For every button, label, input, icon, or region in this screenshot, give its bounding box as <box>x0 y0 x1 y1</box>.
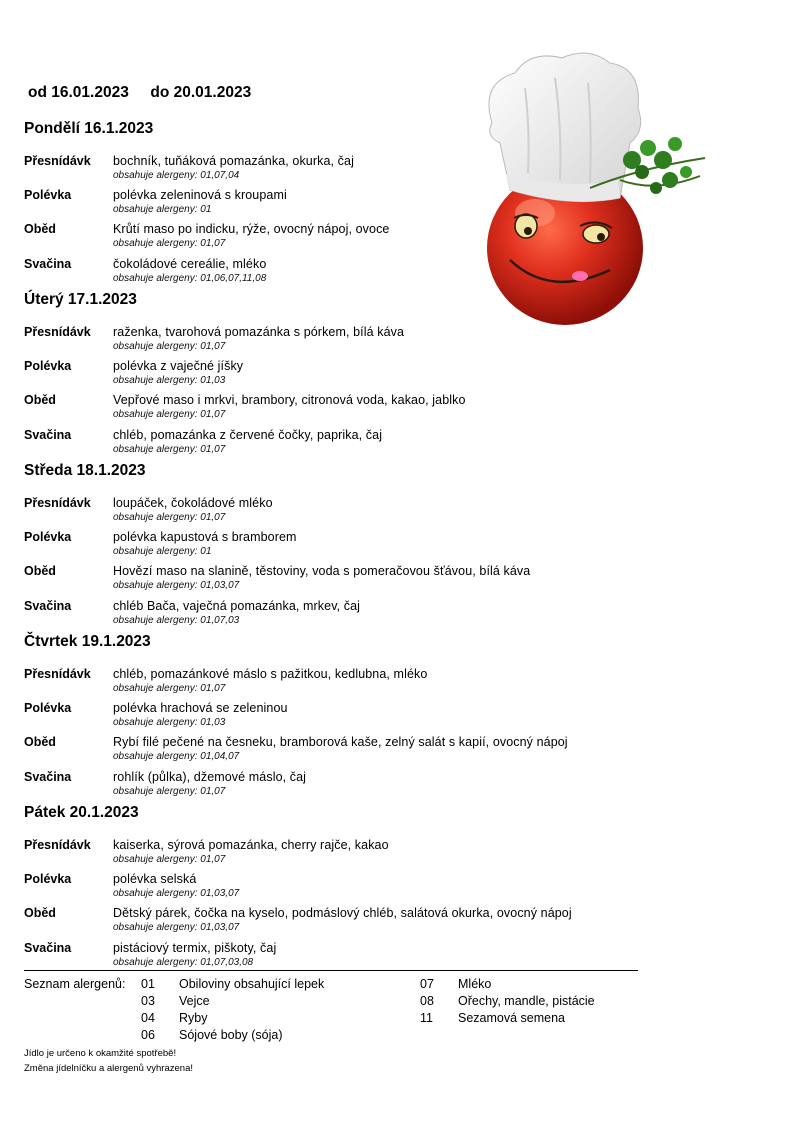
meal-body <box>113 666 644 700</box>
meal-label: Přesnídávk <box>24 667 91 681</box>
meal-label: Oběd <box>24 564 56 579</box>
meal-allergens: obsahuje alergeny: 01,07 <box>113 785 226 797</box>
meal-label: Oběd <box>24 735 56 750</box>
meal-allergens: obsahuje alergeny: 01,07 <box>113 238 226 250</box>
meal-row <box>24 187 644 221</box>
meal-label: Polévka <box>24 872 72 887</box>
meal-row <box>24 769 644 803</box>
meal-description: rohlík (půlka), džemové máslo, čaj <box>113 769 307 784</box>
meal-body <box>113 598 644 632</box>
meal-body <box>113 734 644 768</box>
day-section <box>24 461 644 632</box>
meal-row <box>24 427 644 461</box>
meal-allergens: obsahuje alergeny: 01,04,07 <box>113 751 240 763</box>
meal-row <box>24 905 644 939</box>
day-section <box>24 119 644 290</box>
meal-description: bochník, tuňáková pomazánka, okurka, čaj <box>113 154 354 168</box>
meal-row <box>24 358 644 392</box>
allergen-name: Obiloviny obsahující lepek <box>179 977 325 991</box>
day-title: Středa 18.1.2023 <box>24 462 146 479</box>
meal-row <box>24 871 644 905</box>
meal-allergens: obsahuje alergeny: 01,03 <box>113 717 226 729</box>
allergen-code: 07 <box>420 977 434 991</box>
meal-row <box>24 734 644 768</box>
meal-label: Svačina <box>24 427 72 442</box>
meal-description: raženka, tvarohová pomazánka s pórkem, bílá káva <box>113 325 405 339</box>
day-title: Čtvrtek 19.1.2023 <box>24 633 151 650</box>
allergen-name: Sezamová semena <box>458 1011 566 1025</box>
meal-label: Přesnídávk <box>24 325 91 339</box>
allergen-name: Sójové boby (sója) <box>179 1028 283 1042</box>
meal-description: Hovězí maso na slanině, těstoviny, voda s pomeračovou šťávou, bílá káva <box>113 564 531 579</box>
meal-description: pistáciový termix, piškoty, čaj <box>113 940 277 955</box>
meal-body <box>113 940 644 974</box>
meal-description: čokoládové cereálie, mléko <box>113 256 267 271</box>
meal-description: polévka selská <box>113 872 197 887</box>
meal-description: chléb Bača, vaječná pomazánka, mrkev, čaj <box>113 598 361 613</box>
meal-allergens: obsahuje alergeny: 01,07,03 <box>113 614 240 626</box>
meal-allergens: obsahuje alergeny: 01,03,07 <box>113 888 240 900</box>
meal-row <box>24 324 644 358</box>
meal-allergens: obsahuje alergeny: 01,07 <box>113 683 226 694</box>
meal-allergens: obsahuje alergeny: 01 <box>113 204 212 216</box>
meal-description: Vepřové maso i mrkvi, brambory, citronová voda, kakao, jablko <box>113 393 466 408</box>
meal-row <box>24 495 644 529</box>
allergen-name: Vejce <box>179 994 210 1008</box>
allergen-code: 11 <box>420 1011 433 1025</box>
meal-body <box>113 700 644 734</box>
meal-label: Oběd <box>24 393 56 408</box>
meal-body <box>113 256 644 290</box>
meal-label: Polévka <box>24 530 72 545</box>
meal-allergens: obsahuje alergeny: 01,03,07 <box>113 580 240 592</box>
meal-description: polévka kapustová s bramborem <box>113 530 297 545</box>
day-section <box>24 290 644 461</box>
meal-allergens: obsahuje alergeny: 01,07 <box>113 512 226 523</box>
meal-allergens: obsahuje alergeny: 01 <box>113 546 212 558</box>
meal-label: Přesnídávk <box>24 154 91 168</box>
meal-description: chléb, pomazánka z červené čočky, paprika, čaj <box>113 427 383 442</box>
allergen-legend-label: Seznam alergenů: <box>24 977 126 991</box>
meal-row <box>24 221 644 255</box>
meal-row <box>24 598 644 632</box>
meal-label: Svačina <box>24 769 72 784</box>
allergen-name: Ořechy, mandle, pistácie <box>458 994 595 1008</box>
allergen-code: 04 <box>141 1011 155 1025</box>
meal-description: polévka hrachová se zeleninou <box>113 701 288 716</box>
meal-row <box>24 563 644 597</box>
meal-label: Polévka <box>24 701 72 716</box>
meal-row <box>24 256 644 290</box>
meal-allergens: obsahuje alergeny: 01,07,04 <box>113 170 240 181</box>
meal-body <box>113 221 644 255</box>
meal-description: chléb, pomazánkové máslo s pažitkou, kedlubna, mléko <box>113 667 428 681</box>
meal-description: kaiserka, sýrová pomazánka, cherry rajče, kakao <box>113 838 389 852</box>
day-section <box>24 803 644 974</box>
meal-label: Oběd <box>24 906 56 921</box>
meal-body <box>113 392 644 426</box>
meal-body <box>113 905 644 939</box>
allergen-code: 08 <box>420 994 434 1008</box>
meal-allergens: obsahuje alergeny: 01,07 <box>113 341 226 352</box>
meal-body <box>113 187 644 221</box>
allergen-code: 03 <box>141 994 155 1008</box>
meal-body <box>113 495 644 529</box>
meal-row <box>24 153 644 187</box>
day-section <box>24 632 644 803</box>
meal-description: polévka zeleninová s kroupami <box>113 188 287 203</box>
meal-description: loupáček, čokoládové mléko <box>113 496 273 510</box>
menu-period <box>28 84 251 102</box>
meal-body <box>113 837 644 871</box>
meal-label: Přesnídávk <box>24 496 91 510</box>
meal-row <box>24 529 644 563</box>
meal-description: polévka z vaječné jíšky <box>113 359 244 374</box>
allergen-code: 06 <box>141 1028 155 1042</box>
meal-label: Přesnídávk <box>24 838 91 852</box>
meal-row <box>24 837 644 871</box>
meal-row <box>24 700 644 734</box>
note-consumption: Jídlo je určeno k okamžité spotřebě! <box>24 1048 177 1059</box>
meal-body <box>113 769 644 803</box>
meal-allergens: obsahuje alergeny: 01,03,07 <box>113 922 240 934</box>
meal-label: Svačina <box>24 598 72 613</box>
meal-allergens: obsahuje alergeny: 01,06,07,11,08 <box>113 272 267 284</box>
day-title: Úterý 17.1.2023 <box>24 291 137 308</box>
meal-allergens: obsahuje alergeny: 01,03 <box>113 375 226 387</box>
meal-label: Svačina <box>24 940 72 955</box>
divider-line <box>24 970 638 971</box>
meal-body <box>113 871 644 905</box>
period-from: od 16.01.2023 <box>28 84 129 101</box>
meal-body <box>113 529 644 563</box>
period-to: do 20.01.2023 <box>150 84 252 101</box>
meal-description: Dětský párek, čočka na kyselo, podmáslový chléb, salátová okurka, ovocný nápoj <box>113 906 572 921</box>
allergen-name: Mléko <box>458 977 492 991</box>
meal-allergens: obsahuje alergeny: 01,07 <box>113 443 226 455</box>
meal-body <box>113 563 644 597</box>
note-changes: Změna jídelníčku a alergenů vyhrazena! <box>24 1063 193 1074</box>
day-title: Pondělí 16.1.2023 <box>24 120 154 137</box>
meal-description: Rybí filé pečené na česneku, bramborová kaše, zelný salát s kapií, ovocný nápoj <box>113 735 568 750</box>
meal-description: Krůtí maso po indicku, rýže, ovocný nápoj, ovoce <box>113 222 390 237</box>
allergen-name: Ryby <box>179 1011 208 1025</box>
footer-notes <box>24 1046 193 1076</box>
meal-row <box>24 940 644 974</box>
meal-allergens: obsahuje alergeny: 01,07 <box>113 854 226 865</box>
day-title: Pátek 20.1.2023 <box>24 804 139 821</box>
meal-allergens: obsahuje alergeny: 01,07 <box>113 409 226 421</box>
meal-body <box>113 324 644 358</box>
meal-label: Polévka <box>24 188 72 203</box>
meal-allergens: obsahuje alergeny: 01,07,03,08 <box>113 956 254 968</box>
meal-label: Svačina <box>24 256 72 271</box>
meal-label: Oběd <box>24 222 56 237</box>
meal-body <box>113 358 644 392</box>
meal-body <box>113 153 644 187</box>
allergen-code: 01 <box>141 977 155 991</box>
meal-row <box>24 666 644 700</box>
meal-label: Polévka <box>24 359 72 374</box>
meal-row <box>24 392 644 426</box>
meal-body <box>113 427 644 461</box>
